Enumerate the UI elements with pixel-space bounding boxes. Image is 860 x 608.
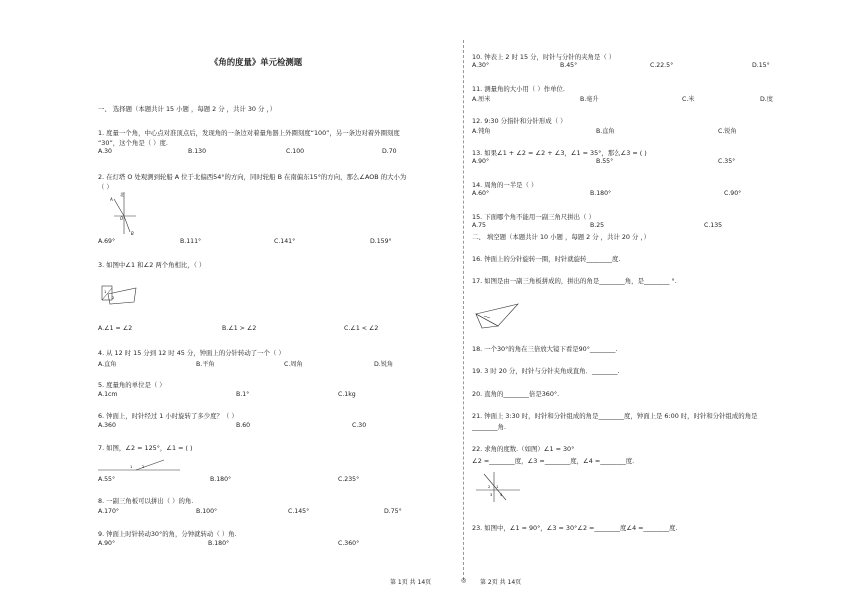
q22-label-1: 1 (496, 485, 499, 489)
q11-option-c[interactable]: C.米 (682, 96, 695, 103)
q19-text: 19. 3 时 20 分，时针与分针夹角成直角．________. (472, 367, 620, 375)
q10-option-d[interactable]: D.15° (752, 62, 770, 69)
q14-text: 14. 周角的一半是（ ） (472, 181, 538, 189)
q2-text: 2. 在灯塔 O 处观测到轮船 A 位于北偏西54°的方向，同时轮船 B 在南偏东15°的方向，那么∠AOB 的大小为 (98, 173, 407, 181)
q3-option-a[interactable]: A.∠1 = ∠2 (98, 325, 133, 332)
q22-text: 22. 求角的度数.（如图）∠1 = 30° (472, 445, 575, 453)
q7-option-b[interactable]: B.180° (210, 476, 232, 483)
q11-option-d[interactable]: D.度 (760, 96, 773, 103)
q23-text: 23. 如图中，∠1 = 90°，∠3 = 30°∠2 =________度∠4 =________度. (472, 524, 678, 532)
q12-option-b[interactable]: B.直角 (596, 128, 615, 135)
footer-page-left: 第 1页 共 14页 (390, 579, 432, 586)
q14-option-b[interactable]: B.180° (590, 190, 612, 197)
q22-label-4: 4 (500, 493, 503, 497)
q7-option-a[interactable]: A.55° (98, 476, 116, 483)
q2-option-b[interactable]: B.111° (180, 238, 202, 245)
label-angle-2: 2 (142, 465, 145, 469)
q3-text: 3. 如图中∠1 和∠2 两个角相比，（ ） (98, 261, 206, 269)
q5-text: 5. 度量角的单位是（ ） (98, 381, 166, 389)
q21-text: 21. 钟面上 3:30 时，时针和分针组成的角是________度，钟面上是 6:00 时，时针和分针组成的角是 (472, 412, 758, 420)
q4-option-b[interactable]: B.平角 (196, 361, 215, 368)
q1-option-a[interactable]: A.30 (98, 148, 112, 155)
q8-option-c[interactable]: C.145° (288, 508, 310, 515)
q14-option-a[interactable]: A.60° (472, 190, 490, 197)
q5-option-c[interactable]: C.1kg (338, 391, 356, 398)
q15-option-c[interactable]: C.135 (704, 222, 723, 229)
q10-text: 10. 钟表上 2 时 15 分，时针与分针的夹角是（ ） (472, 53, 616, 61)
q4-option-c[interactable]: C.周角 (284, 361, 303, 368)
q1-text-2: “30”，这个角是（ ）度. (98, 139, 168, 147)
q2-text-2: （ ） (98, 183, 113, 191)
q13-option-b[interactable]: B.55° (596, 158, 614, 165)
q4-text: 4. 从 12 时 15 分到 12 时 45 分，钟面上的分针转动了一个（ ） (98, 349, 285, 357)
q7-option-c[interactable]: C.235° (338, 476, 360, 483)
q6-option-c[interactable]: C.30 (352, 422, 367, 429)
q11-option-a[interactable]: A.厘米 (472, 96, 491, 103)
q8-option-b[interactable]: B.100° (196, 508, 218, 515)
q5-option-b[interactable]: B.1° (236, 391, 250, 398)
q15-text: 15. 下面哪个角不能用一副三角尺拼出（ ） (472, 213, 595, 221)
q14-option-c[interactable]: C.90° (724, 190, 742, 197)
q17-text: 17. 如图是由一副三角板拼成的，拼出的角是________角，是________ °. (472, 277, 677, 285)
label-north: 北 (120, 192, 124, 197)
q5-option-a[interactable]: A.1cm (98, 391, 118, 398)
q2-option-a[interactable]: A.69° (98, 238, 116, 245)
q1-option-d[interactable]: D.70 (382, 148, 397, 155)
q8-option-d[interactable]: D.75° (384, 508, 402, 515)
label-1: 1 (104, 290, 107, 294)
footer-page-right: 第 2页 共 14页 (480, 579, 522, 586)
q10-option-c[interactable]: C.22.5° (650, 62, 674, 69)
q3-triangles-figure (100, 284, 138, 306)
q22-angle-figure (476, 470, 522, 504)
q3-option-c[interactable]: C.∠1 < ∠2 (344, 325, 379, 332)
q2-compass-figure (110, 190, 140, 236)
label-2: 2 (112, 296, 115, 300)
q8-option-a[interactable]: A.170° (98, 508, 119, 515)
q22-text-2: ∠2 =________度，∠3 =________度，∠4 =________度. (472, 457, 635, 465)
q6-option-b[interactable]: B.60 (236, 422, 251, 429)
q1-text: 1. 度量一个角，中心点对准顶点后，发现角的一条边对着量角器上外圈刻度“100”，另一条边对着外圈刻度 (98, 129, 400, 137)
label-o: O (120, 216, 124, 221)
page-title: 《角的度量》单元检测题 (210, 57, 303, 67)
q9-text: 9. 钟面上时针转动30°的角，分钟就转动（ ）角. (98, 530, 237, 538)
q3-option-b[interactable]: B.∠1 > ∠2 (222, 325, 257, 332)
label-angle-1: 1 (130, 465, 133, 469)
label-a: A (110, 197, 113, 202)
q2-option-c[interactable]: C.141° (274, 238, 296, 245)
section-fill-heading: 二、 填空题（本题共计 10 小题 ，每题 2 分 ，共计 20 分 ，） (472, 233, 651, 241)
q1-option-b[interactable]: B.130 (188, 148, 207, 155)
q12-option-c[interactable]: C.锐角 (718, 128, 737, 135)
q11-option-b[interactable]: B.毫升 (580, 96, 599, 103)
q18-text: 18. 一个30°的角在三倍放大镜下看是90°________. (472, 345, 618, 353)
q13-option-c[interactable]: C.35° (718, 158, 736, 165)
q7-text: 7. 如图，∠2 = 125°，∠1 = ( ) (98, 444, 193, 452)
q15-option-b[interactable]: B.25 (590, 222, 605, 229)
q10-option-b[interactable]: B.45° (560, 62, 578, 69)
section-choice-heading: 一、 选择题（本题共计 15 小题 ，每题 2 分 ，共计 30 分 ，） (98, 105, 277, 113)
q1-option-c[interactable]: C.100 (286, 148, 305, 155)
q21-text-2: ________角. (472, 423, 506, 431)
footer-divider-mark: ◎ (461, 577, 467, 584)
q9-option-c[interactable]: C.360° (338, 540, 360, 547)
q20-text: 20. 直角的________倍是360°. (472, 390, 560, 398)
label-b: B (131, 231, 134, 236)
q10-option-a[interactable]: A.30° (472, 62, 490, 69)
q12-option-a[interactable]: A.钝角 (472, 128, 491, 135)
q13-text: 13. 如果∠1 + ∠2 = ∠2 + ∠3，∠1 = 35°，那么∠3 = ( ) (472, 149, 647, 157)
q8-text: 8. 一副三角板可以拼出（ ）的角. (98, 497, 194, 505)
q22-label-2: 2 (488, 485, 491, 489)
column-divider (463, 40, 465, 580)
q6-option-a[interactable]: A.360 (98, 422, 116, 429)
q2-option-d[interactable]: D.159° (370, 238, 392, 245)
q11-text: 11. 测量角的大小用（ ）作单位. (472, 85, 565, 93)
q9-option-a[interactable]: A.90° (98, 540, 116, 547)
q4-option-d[interactable]: D.锐角 (374, 361, 394, 368)
q22-label-3: 3 (490, 493, 493, 497)
q7-angle-figure (98, 458, 182, 472)
q16-text: 16. 钟面上的分针旋转一圈，时针就旋转________度. (472, 255, 621, 263)
q9-option-b[interactable]: B.180° (208, 540, 230, 547)
q12-text: 12. 9:30 分指针和分针形成（ ） (472, 117, 567, 125)
q15-option-a[interactable]: A.75 (472, 222, 486, 229)
q13-option-a[interactable]: A.90° (472, 158, 490, 165)
q4-option-a[interactable]: A.直角 (98, 361, 117, 368)
q17-triangles-figure (474, 300, 520, 330)
q6-text: 6. 钟面上，时针经过 1 小时旋转了多少度？（ ） (98, 412, 238, 420)
